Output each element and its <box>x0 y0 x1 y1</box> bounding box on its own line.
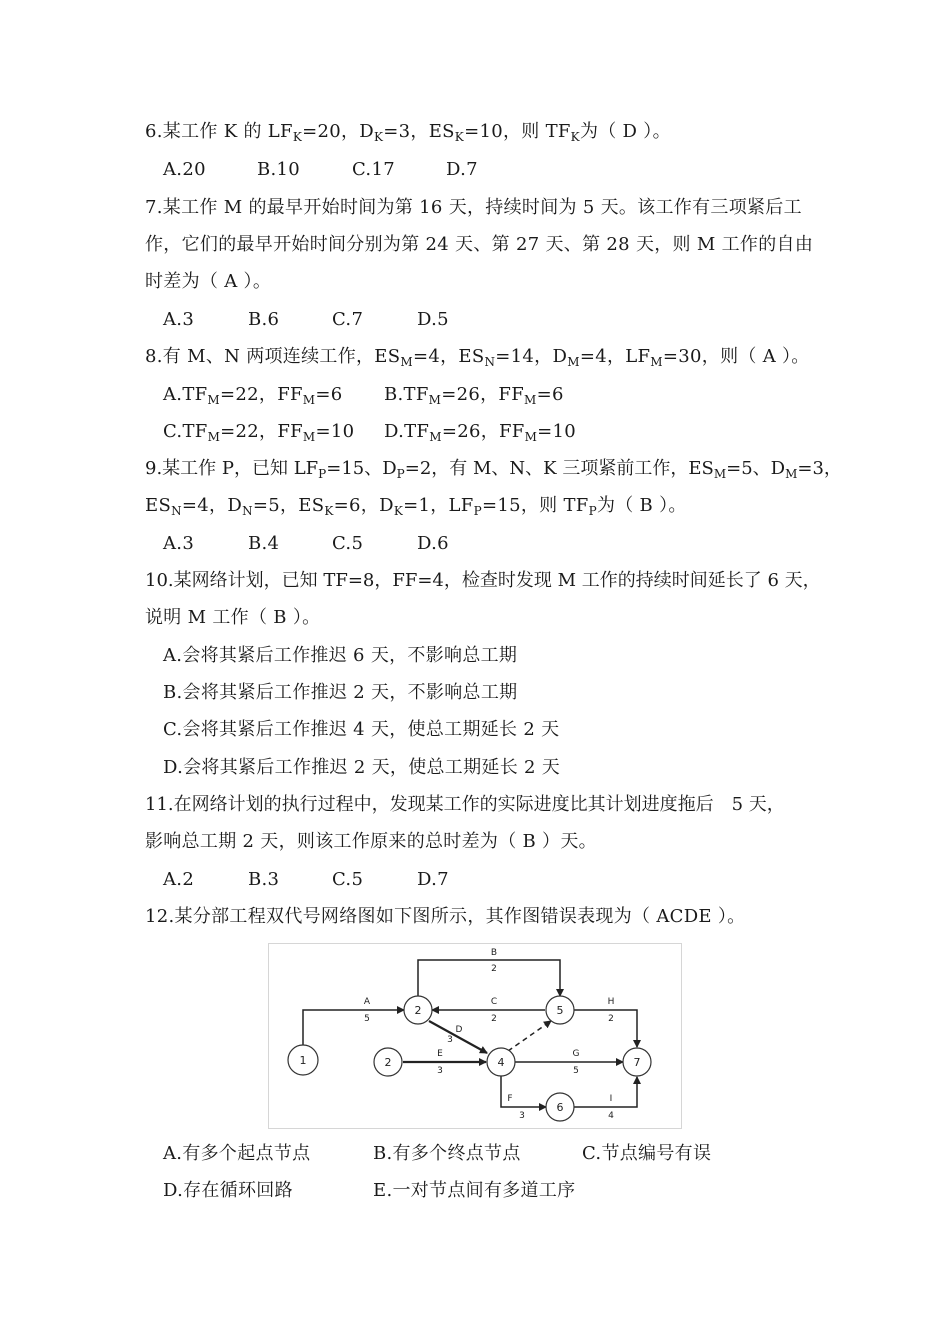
q6-sub: K <box>374 130 384 144</box>
q7-option-d: D.5 <box>417 309 449 330</box>
activity-b-duration: 2 <box>491 964 497 974</box>
dummy-arrow <box>508 1021 551 1051</box>
q9-answer: B <box>639 495 654 516</box>
q6-text: =10，则 TF <box>464 121 571 142</box>
q6-sub: K <box>570 130 580 144</box>
activity-h-name: H <box>607 997 615 1007</box>
q11-option-b: B.3 <box>248 869 280 890</box>
node-1 <box>288 1045 318 1075</box>
q8-text: =14，D <box>495 346 568 367</box>
activity-a-arrow <box>303 1010 404 1045</box>
q11-option-a: A.2 <box>163 869 195 890</box>
q6-text: =20，D <box>302 121 375 142</box>
activity-a-duration: 5 <box>364 1014 370 1024</box>
q6-option-b: B.10 <box>257 159 301 180</box>
q8-sub: M <box>400 355 413 369</box>
question-6 <box>145 120 671 144</box>
activity-i-duration: 4 <box>608 1111 614 1121</box>
activity-g-duration: 5 <box>573 1066 579 1076</box>
q8-text: ）。 <box>782 346 810 367</box>
q8-text: =30，则（ <box>662 346 757 367</box>
q12-option-e: E.一对节点间有多道工序 <box>373 1180 576 1201</box>
q9-option-a: A.3 <box>163 533 195 554</box>
node-2-lower <box>374 1048 402 1076</box>
q6-options <box>163 158 563 182</box>
q8-option-a: $A.TF_M=22$，$FF_M=6$ <box>163 384 343 407</box>
q12-option-b: B.有多个终点节点 <box>373 1143 521 1164</box>
network-diagram <box>268 943 682 1129</box>
q7-option-a: A.3 <box>163 309 195 330</box>
q6-text: 为（ <box>579 121 617 142</box>
q6-text: =3，ES <box>383 121 455 142</box>
q7-line-1: 7.某工作 M 的最早开始时间为第 16 天，持续时间为 5 天。该工作有三项紧后工 <box>145 197 802 218</box>
q12-option-a: A.有多个起点节点 <box>163 1143 311 1164</box>
node-6 <box>546 1093 574 1121</box>
q12-options-row-2 <box>163 1179 763 1203</box>
q7-option-c: C.7 <box>332 309 364 330</box>
q11-option-d: D.7 <box>417 869 449 890</box>
activity-c-name: C <box>490 997 498 1007</box>
activity-i-arrow <box>574 1077 637 1107</box>
q9-options <box>163 532 563 556</box>
q6-option-d: D.7 <box>446 159 478 180</box>
node-2-upper <box>404 996 432 1024</box>
q9-line-2: $ES_N=4$，$D_N=5$，$ES_K=6$，$D_K=1$，$LF_P=15$，则 $TF_P$为（ B ）。 <box>145 495 687 518</box>
q12-option-c: C.节点编号有误 <box>582 1143 712 1164</box>
q10-option-a: A.会将其紧后工作推迟 6 天，不影响总工期 <box>163 645 518 666</box>
q11-line-2: 影响总工期 2 天，则该工作原来的总时差为（ B ）天。 <box>145 831 597 852</box>
q8-options-row-2 <box>163 420 643 444</box>
q9-option-d: D.6 <box>417 533 449 554</box>
q7-options <box>163 308 563 332</box>
q7-text: ）。 <box>243 271 272 292</box>
q8-sub: M <box>650 355 663 369</box>
q8-option-c: $C.TF_M=22$，$FF_M=10$ <box>163 421 355 444</box>
node-7-label: 7 <box>633 1056 641 1069</box>
q6-option-c: C.17 <box>352 159 395 180</box>
activity-b-name: B <box>490 948 498 958</box>
node-1-label: 1 <box>299 1054 307 1067</box>
q7-answer: A <box>224 271 238 292</box>
q10-option-d: D.会将其紧后工作推迟 2 天，使总工期延长 2 天 <box>163 757 561 778</box>
activity-b-arrow <box>418 960 560 996</box>
q10-option-b: B.会将其紧后工作推迟 2 天，不影响总工期 <box>163 682 518 703</box>
activity-d-duration: 3 <box>447 1035 453 1045</box>
q12-line-1: 12.某分部工程双代号网络图如下图所示，其作图错误表现为（ ACDE ）。 <box>145 906 746 927</box>
diagram-frame <box>269 944 682 1129</box>
q7-text: 时差为（ <box>145 271 219 292</box>
q6-sub: K <box>454 130 465 144</box>
node-4 <box>487 1048 515 1076</box>
q10-line-2: 说明 M 工作（ B ）。 <box>145 607 321 628</box>
q6-option-a: A.20 <box>163 159 206 180</box>
q12-options-row-1 <box>163 1142 763 1166</box>
q9-line-1: 9.某工作 P，已知 $LF_P=15$、$D_P=2$，有 M、N、K 三项紧前工作，$ES_M=5$、$D_M=3$， <box>145 458 842 481</box>
activity-g-name: G <box>572 1049 580 1059</box>
q12-option-d: D.存在循环回路 <box>163 1180 293 1201</box>
q8-answer: A <box>762 346 776 367</box>
activity-h-arrow <box>574 1010 637 1047</box>
q6-text: 6.某工作 K 的 LF <box>145 121 293 142</box>
activity-c-duration: 2 <box>491 1014 497 1024</box>
q10-answer: B <box>273 607 287 628</box>
q12-answer: ACDE <box>656 906 712 927</box>
activity-e-duration: 3 <box>437 1066 443 1076</box>
q11-line-1: 11.在网络计划的执行过程中，发现某工作的实际进度比其计划进度拖后 5 天， <box>145 794 785 815</box>
q8-sub: M <box>567 355 580 369</box>
activity-e-name: E <box>437 1049 443 1059</box>
activity-i-name: I <box>609 1094 613 1104</box>
node-2-label: 2 <box>414 1004 422 1017</box>
node-7 <box>623 1048 651 1076</box>
node-6-label: 6 <box>556 1101 564 1114</box>
q8-sub: N <box>484 355 496 369</box>
activity-h-duration: 2 <box>608 1014 614 1024</box>
node-2-label: 2 <box>384 1056 392 1069</box>
q8-option-b: $B.TF_M=26$，$FF_M=6$ <box>384 384 564 407</box>
q10-option-c: C.会将其紧后工作推迟 4 天，使总工期延长 2 天 <box>163 719 560 740</box>
q8-text: =4，ES <box>412 346 485 367</box>
q7-option-b: B.6 <box>248 309 280 330</box>
activity-f-name: F <box>507 1094 513 1104</box>
q10-line-1: 10.某网络计划，已知 TF=8，FF=4，检查时发现 M 工作的持续时间延长了 6 天， <box>145 570 821 591</box>
network-diagram-svg <box>268 943 682 1129</box>
q8-options-row-1 <box>163 383 643 407</box>
activity-a-name: A <box>363 997 371 1007</box>
q6-text: ）。 <box>643 121 671 142</box>
activity-f-duration: 3 <box>519 1111 525 1121</box>
q9-option-c: C.5 <box>332 533 364 554</box>
q9-option-b: B.4 <box>248 533 280 554</box>
q11-option-c: C.5 <box>332 869 364 890</box>
q11-answer: B <box>522 831 537 852</box>
q6-answer: D <box>622 121 638 142</box>
node-5 <box>546 996 574 1024</box>
node-5-label: 5 <box>556 1004 564 1017</box>
activity-d-name: D <box>455 1025 463 1035</box>
q8-option-d: $D.TF_M=26$，$FF_M=10$ <box>384 421 577 444</box>
node-4-label: 4 <box>497 1056 505 1069</box>
q11-options <box>163 868 563 892</box>
q6-sub: K <box>292 130 303 144</box>
q8-text: 8.有 M、N 两项连续工作，ES <box>145 346 401 367</box>
q8-text: =4，LF <box>579 346 651 367</box>
question-8 <box>145 345 810 369</box>
q7-line-2: 作，它们的最早开始时间分别为第 24 天、第 27 天、第 28 天，则 M 工作的自由 <box>145 234 814 255</box>
q7-line-3 <box>145 270 271 294</box>
